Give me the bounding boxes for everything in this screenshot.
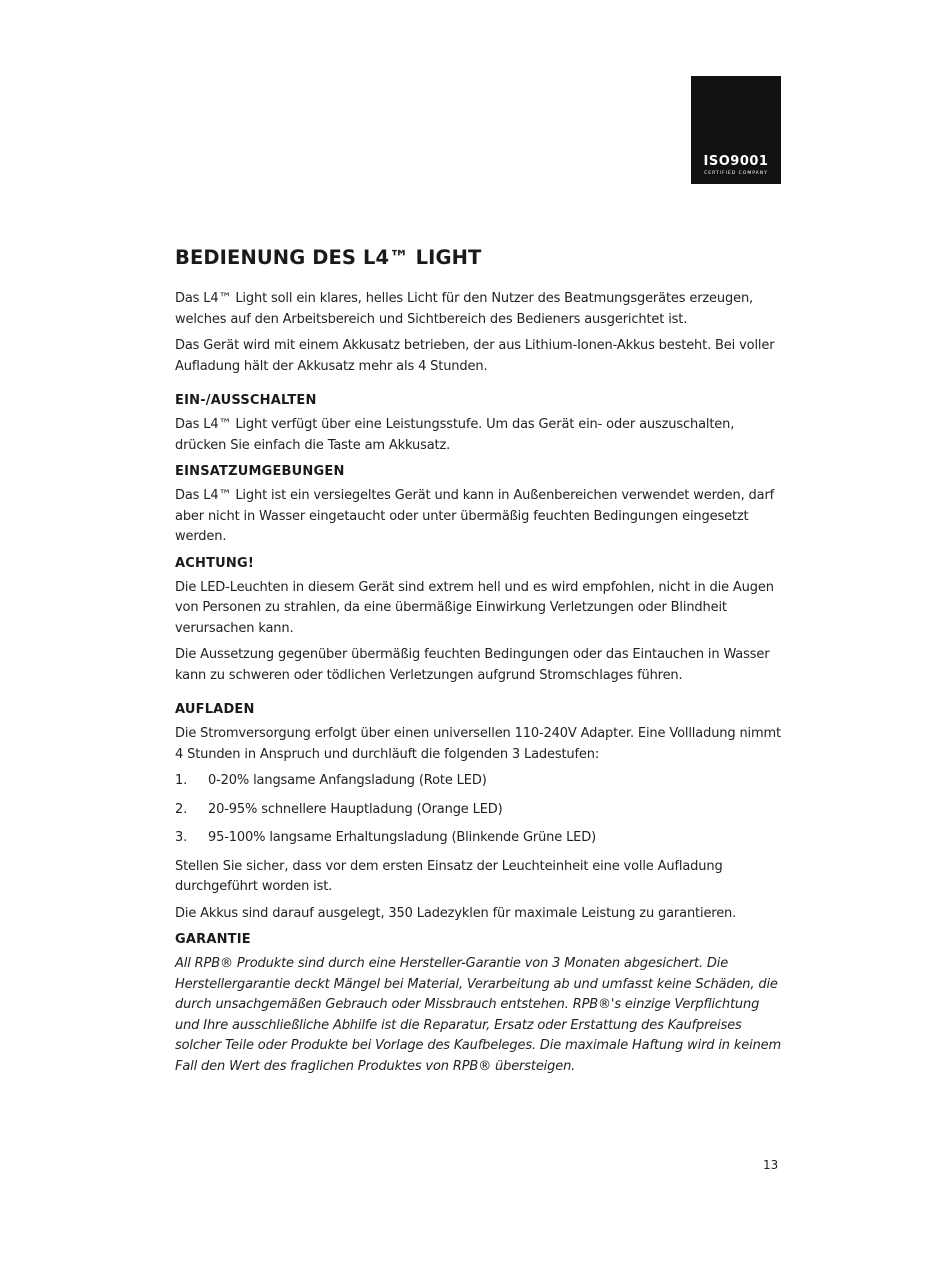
- page-number: 13: [763, 1158, 779, 1172]
- section-heading-environments: EINSATZUMGEBUNGEN: [175, 464, 345, 479]
- page-title: BEDIENUNG DES L4™ LIGHT: [175, 246, 482, 269]
- charging-steps-list: [175, 771, 785, 849]
- section-switch: [175, 391, 785, 456]
- section-environments: [175, 462, 785, 548]
- list-item-number: 2.: [175, 801, 188, 817]
- page-content: [175, 245, 785, 1083]
- list-item: [175, 800, 785, 821]
- list-item-number: 3.: [175, 830, 188, 845]
- section-heading-switch: EIN-/AUSSCHALTEN: [175, 393, 317, 408]
- section-warranty: [175, 930, 785, 1077]
- charging-paragraph-3: Die Akkus sind darauf ausgelegt, 350 Ladezyklen für maximale Leistung zu garantieren.: [175, 905, 737, 921]
- warranty-text: All RPB® Produkte sind durch eine Hersteller-Garantie von 3 Monaten abgesichert. Die Herstellergarantie deckt Mängel bei Material, Verarbeitung ab und umfasst keine Schäden, die durch unsachgemäßen Gebrauch oder Missbrauch entstehen. RPB®'s einzige Verpflichtung und Ihre ausschließliche Abhilfe ist die Reparatur, Ersatz oder Erstattung des Kaufpreises solcher Teile oder Produkte bei Vorlage des Kaufbeleges. Die maximale Haftung wird in keinem Fall den Wert des fraglichen Produktes von RPB® übersteigen.: [175, 956, 782, 1074]
- warning-paragraph-1: Die LED-Leuchten in diesem Gerät sind extrem hell und es wird empfohlen, nicht in die Augen von Personen zu strahlen, da eine übermäßige Einwirkung Verletzungen oder Blindheit verursachen kann.: [175, 579, 774, 636]
- section-heading-warranty: GARANTIE: [175, 932, 251, 947]
- section-text-switch: Das L4™ Light verfügt über eine Leistungsstufe. Um das Gerät ein- oder auszuschalten, drücken Sie einfach die Taste am Akkusatz.: [175, 417, 735, 453]
- charging-intro: Die Stromversorgung erfolgt über einen universellen 110-240V Adapter. Eine Vollladung nimmt 4 Stunden in Anspruch und durchläuft die folgenden 3 Ladestufen:: [175, 726, 781, 762]
- intro-paragraph-2: Das Gerät wird mit einem Akkusatz betrieben, der aus Lithium-Ionen-Akkus besteht. Bei voller Aufladung hält der Akkusatz mehr als 4 Stunden.: [175, 338, 775, 374]
- charging-paragraph-2: Stellen Sie sicher, dass vor dem ersten Einsatz der Leuchteinheit eine volle Aufladung durchgeführt worden ist.: [175, 858, 723, 894]
- list-item: [175, 828, 785, 849]
- iso-certification-badge: [691, 76, 781, 184]
- list-item: [175, 771, 785, 792]
- list-item-text: 0-20% langsame Anfangsladung (Rote LED): [208, 773, 487, 788]
- list-item-text: 20-95% schnellere Hauptladung (Orange LED): [208, 801, 503, 817]
- warning-paragraph-2: Die Aussetzung gegenüber übermäßig feuchten Bedingungen oder das Eintauchen in Wasser kann zu schweren oder tödlichen Verletzungen aufgrund Stromschlages führen.: [175, 647, 770, 683]
- intro-paragraph-1: Das L4™ Light soll ein klares, helles Licht für den Nutzer des Beatmungsgerätes erzeugen, welches auf den Arbeitsbereich und Sichtbereich des Bedieners ausgerichtet ist.: [175, 291, 754, 327]
- section-warning: [175, 554, 785, 687]
- list-item-text: 95-100% langsame Erhaltungsladung (Blinkende Grüne LED): [208, 830, 597, 845]
- list-item-number: 1.: [175, 773, 188, 788]
- section-heading-warning: ACHTUNG!: [175, 555, 254, 571]
- section-heading-charging: AUFLADEN: [175, 702, 255, 717]
- section-text-environments: Das L4™ Light ist ein versiegeltes Gerät und kann in Außenbereichen verwendet werden, darf aber nicht in Wasser eingetaucht oder unter übermäßig feuchten Bedingungen eingesetzt werden.: [175, 488, 775, 544]
- badge-sub-text: CERTIFIED COMPANY: [704, 171, 768, 176]
- section-charging: [175, 700, 785, 924]
- badge-main-text: ISO9001: [703, 154, 769, 169]
